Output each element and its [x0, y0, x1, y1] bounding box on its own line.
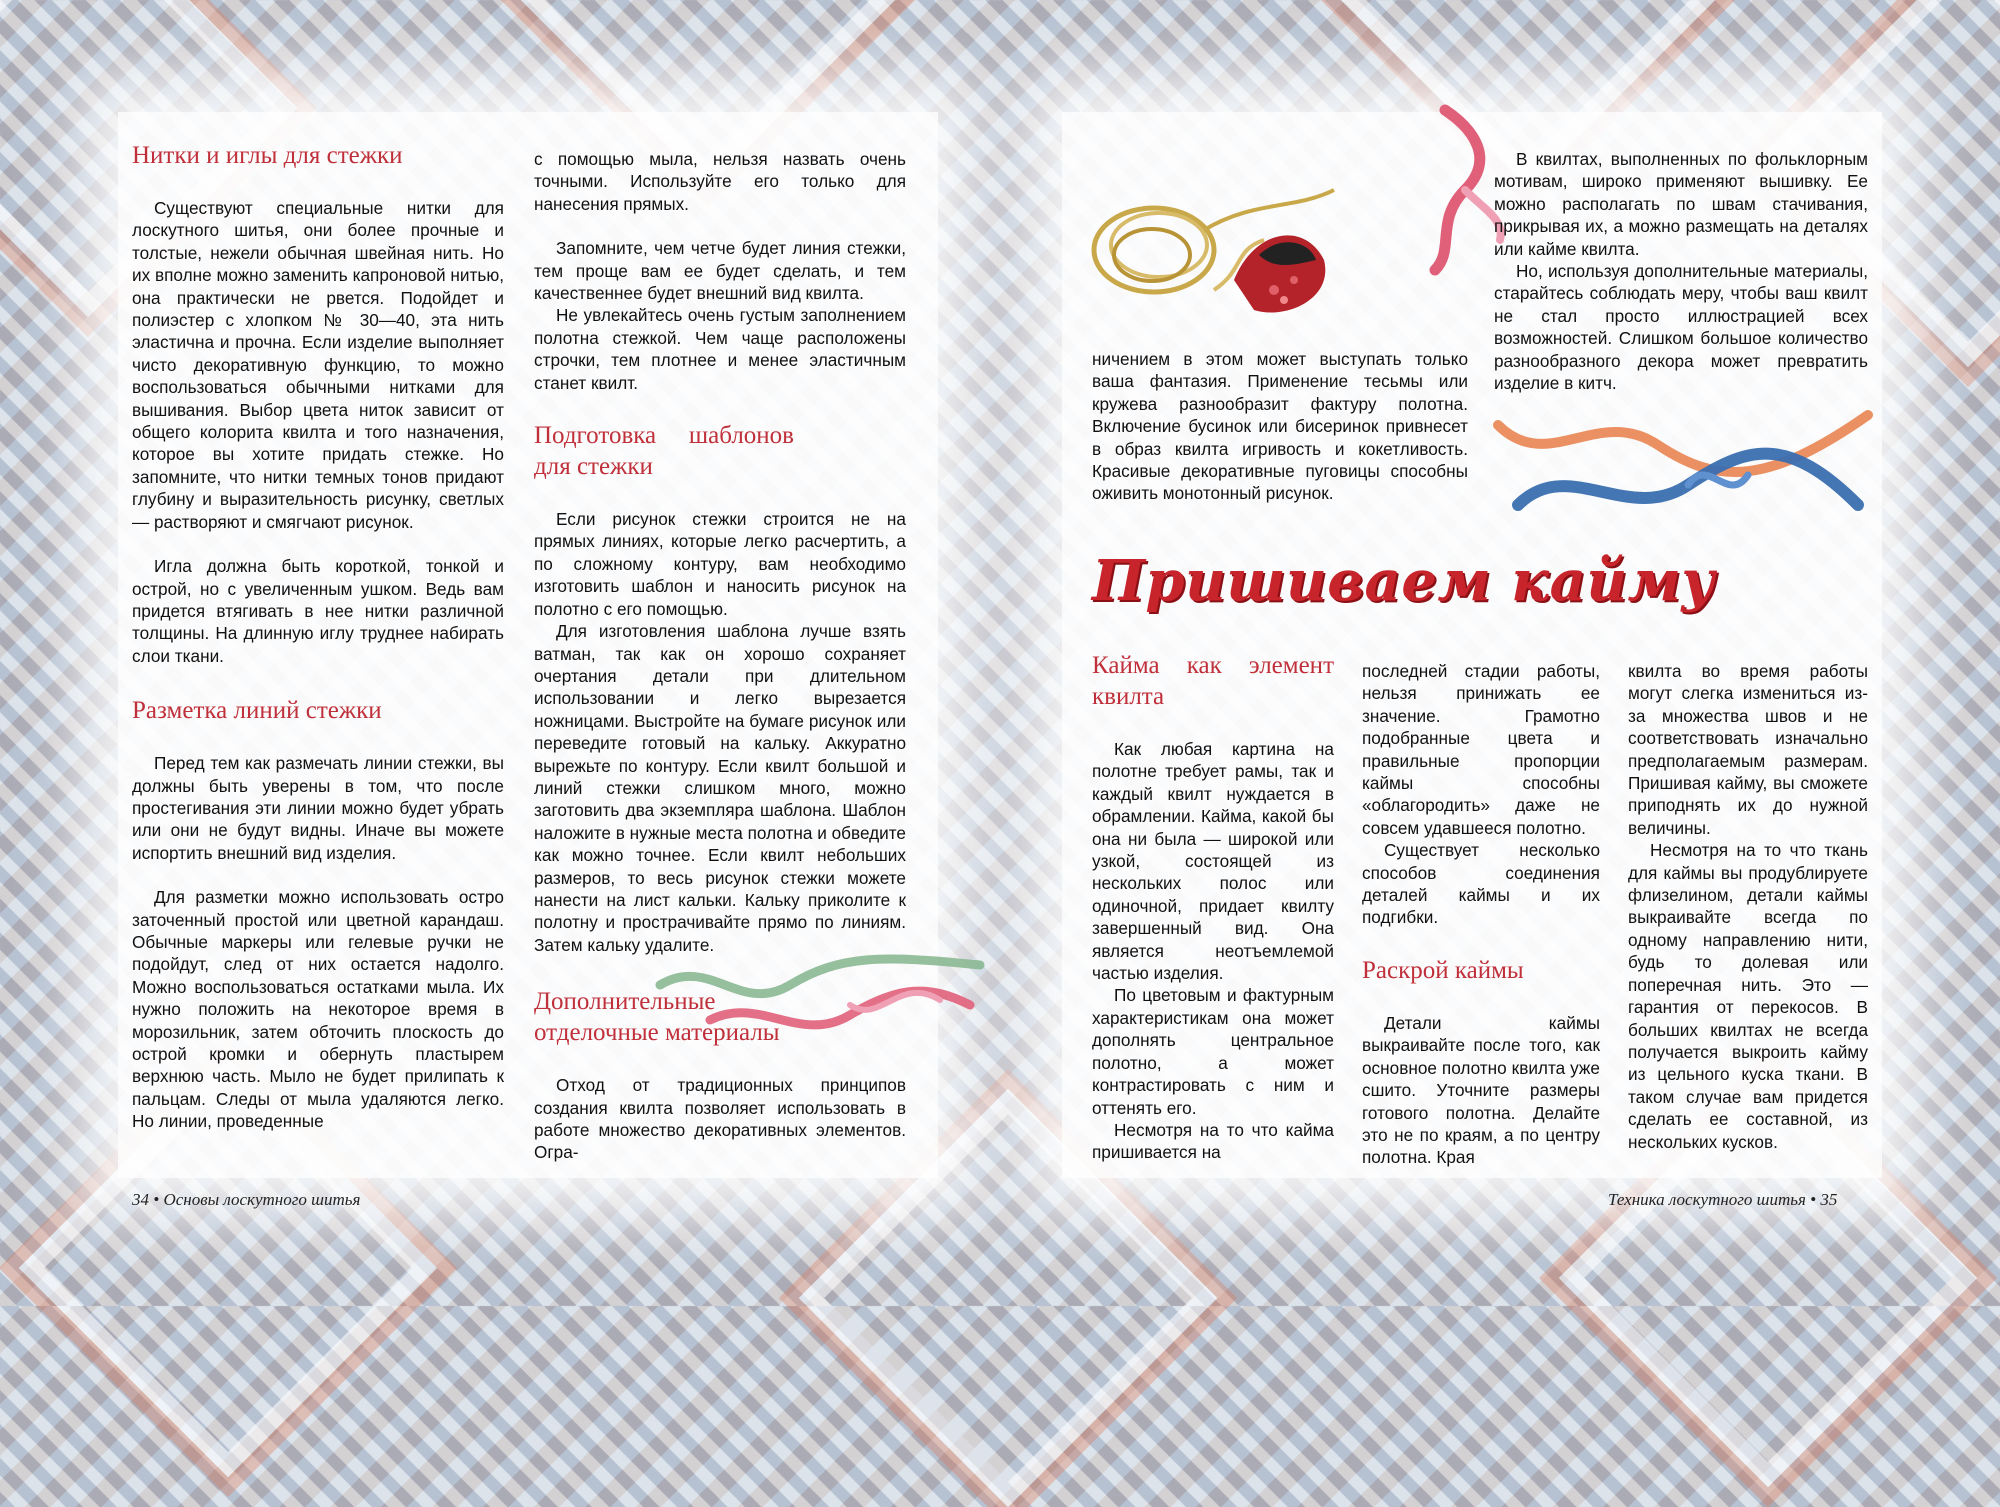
paragraph: Для изготовления шаблона лучше взять ватман, так как он хорошо сохраняет очертания детали при длительном использовании и легко вырезается ножницами. Выстройте на бумаге рисунок или переведите готовый на кальку. Аккуратно вырежьте по контуру. Если квилт большой и линий стежки слишком много, можно заготовить два экземпляра шаблона. Шаблон наложите в нужные места полотна и обведите как можно точнее. Если квилт небольших размеров, то весь рисунок стежки можете нанести на лист кальки. Кальку приколите к полотну и прострачивайте прямо по линиям. Затем кальку удалите.: [534, 621, 906, 955]
heading-extra-materials: Дополнительные отделочные материалы: [534, 988, 780, 1047]
paragraph: Как любая картина на полотне требует рамы, так и каждый квилт нуждается в обрамлении. Кайма, какой бы она ни была — широкой или узкой, состоящей из нескольких полос или одиночной, придает квилту завершенный вид. Она является неотъемлемой частью изделия.: [1092, 739, 1334, 984]
footer-left: 34 • Основы лоскутного шитья: [132, 1190, 361, 1209]
paragraph: Существует несколько способов соединения деталей каймы и их подгибки.: [1362, 840, 1600, 928]
chapter-title: Пришиваем кайму: [1092, 548, 1716, 614]
paragraph: последней стадии работы, нельзя принижать ее значение. Грамотно подобранные цвета и правильные пропорции каймы способны «облагородить» даже не совсем удавшееся полотно.: [1362, 661, 1600, 838]
heading-templates: Подготовка шаблонов для стежки: [534, 422, 794, 481]
paragraph: Для разметки можно использовать остро заточенный простой или цветной карандаш. Обычные маркеры или гелевые ручки не подойдут, след от них остается надолго. Можно воспользоваться остатками мыла. Их нужно положить на некоторое время в морозильник, затем обточить плоскость до острой кромки и обернуть пластырем верхнюю часть. Мыло не будет прилипать к пальцам. Следы от мыла удаляются легко. Но линии, проведенные: [132, 887, 504, 1132]
column-5: [1092, 650, 1334, 1164]
paragraph: Не увлекайтесь очень густым заполнением полотна стежкой. Чем чаще расположены строчки, тем плотнее и менее эластичным станет квилт.: [534, 305, 906, 393]
paragraph: Несмотря на то что ткань для каймы вы продублируете флизелином, детали каймы выкраивайте всегда по одному направлению нити, будь то долевая или поперечная нить. Это — гарантия от перекосов. В больших квилтах не всегда получается выкроить кайму из цельного куска ткани. В таком случае вам придется сделать ее составной, из нескольких кусков.: [1628, 840, 1868, 1152]
heading-cutting: Раскрой каймы: [1362, 956, 1524, 984]
paragraph: Несмотря на то что кайма пришивается на: [1092, 1119, 1334, 1163]
paragraph: квилта во время работы могут слегка измениться из-за множества швов и не соответствовать изначально предполагаемым размерам. Пришивая кайму, вы сможете приподнять их до нужной величины.: [1628, 661, 1868, 838]
paragraph: По цветовым и фактурным характеристикам она может дополнять центральное полотно, а может контрастировать с ним и оттенять его.: [1092, 985, 1334, 1118]
paragraph: ничением в этом может выступать только ваша фантазия. Применение тесьмы или кружева разнообразит фактуру полотна. Включение бусинок или бисеринок привнесет в образ квилта игривость и кокетливость. Красивые декоративные пуговицы способны оживить монотонный рисунок.: [1092, 349, 1468, 504]
ribbons-illustration-pink-green: [650, 945, 990, 1055]
paragraph: Существуют специальные нитки для лоскутного шитья, они более прочные и толстые, нежели обычная швейная нить. Но их вполне можно заменить капроновой нитью, она практически не рвется. Подойдет и полиэстер с хлопком № 30—40, эта нить эластична и прочна. Если изделие выполняет чисто декоративную функцию, то можно воспользоваться обычными нитками для вышивания. Выбор цвета ниток зависит от общего колорита квилта и того назначения, которое вы хотите придать стежке. Но запомните, что нитки темных тонов придают глубину и выразительность рисунку, светлых — растворяют и смягчают рисунок.: [132, 198, 504, 532]
footer-right: Техника лоскутного шитья • 35: [1608, 1190, 1838, 1209]
blue-orange-ribbons-illustration: [1488, 395, 1878, 535]
paragraph: с помощью мыла, нельзя назвать очень точными. Используйте его только для нанесения прямых.: [534, 149, 906, 214]
column-7: [1628, 660, 1868, 1153]
paragraph: Перед тем как размечать линии стежки, вы должны быть уверены в том, что после простегивания эти линии можно будет убрать или они не будут видны. Иначе вы можете испортить внешний вид изделия.: [132, 753, 504, 863]
paragraph: Отход от традиционных принципов создания квилта позволяет использовать в работе множество декоративных элементов. Огра-: [534, 1075, 906, 1163]
column-1: [132, 140, 504, 1133]
paragraph: Игла должна быть короткой, тонкой и острой, но с увеличенным ушком. Ведь вам придется втягивать в нее нитки различной толщины. На длинную иглу труднее набирать слои ткани.: [132, 556, 504, 666]
paragraph: Детали каймы выкраивайте после того, как основное полотно квилта уже сшито. Уточните размеры готового полотна. Делайте это не по краям, а по центру полотна. Края: [1362, 1012, 1600, 1168]
column-4: [1494, 148, 1868, 394]
column-6: [1362, 660, 1600, 1169]
paragraph: Запомните, чем четче будет линия стежки, тем проще вам ее будет сделать, и тем качественнее будет внешний вид квилта.: [534, 238, 906, 304]
paragraph: Если рисунок стежки строится не на прямых линиях, которые легко расчертить, а по сложному контуру, вам необходимо изготовить шаблон и наносить рисунок на полотно с его помощью.: [534, 509, 906, 619]
cord-and-beads-illustration: [1084, 160, 1344, 330]
heading-border: Кайма как элемент квилта: [1092, 652, 1334, 710]
paragraph: В квилтах, выполненных по фольклорным мотивам, широко применяют вышивку. Ее можно располагать по швам стачивания, прикрывая их, а можно размещать на деталях или кайме квилта.: [1494, 149, 1868, 259]
heading-marking: Разметка линий стежки: [132, 697, 382, 725]
heading-threads: Нитки и иглы для стежки: [132, 142, 403, 169]
paragraph: Но, используя дополнительные материалы, старайтесь соблюдать меру, чтобы ваш квилт не стал просто иллюстрацией всех возможностей. Слишком большое количество разнообразного декора может превратить изделие в китч.: [1494, 261, 1868, 394]
column-3: [1092, 348, 1468, 505]
